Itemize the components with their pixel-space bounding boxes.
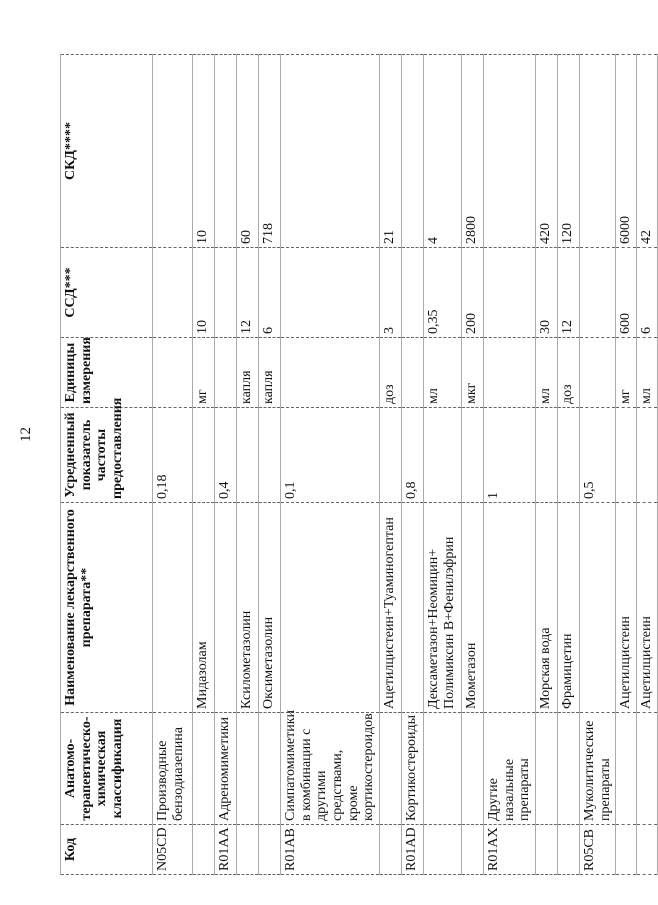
- cell-skd: [215, 55, 237, 248]
- cell-skd: [281, 55, 380, 248]
- cell-unit: доз: [380, 338, 402, 408]
- cell-drug: Ксилометазолин: [237, 503, 259, 713]
- cell-atc: [536, 713, 558, 825]
- header-drug: Наименование лекарственного препарата**: [61, 503, 153, 713]
- cell-atc: Другие назальные препараты: [484, 713, 536, 825]
- header-code: Код: [61, 825, 153, 875]
- cell-ssd: 6: [637, 248, 658, 338]
- table-row: [237, 55, 259, 875]
- header-frequency: Усредненный показатель частоты предоставления: [61, 408, 153, 503]
- cell-frequency: [259, 408, 281, 503]
- cell-ssd: 6: [259, 248, 281, 338]
- cell-code: [536, 825, 558, 875]
- cell-frequency: 0,1: [281, 408, 380, 503]
- cell-code: [380, 825, 402, 875]
- cell-atc: [462, 713, 484, 825]
- cell-skd: 10: [193, 55, 215, 248]
- table-row: [580, 55, 616, 875]
- cell-unit: мг: [616, 338, 637, 408]
- cell-atc: Кортикостероиды: [402, 713, 424, 825]
- cell-unit: мл: [637, 338, 658, 408]
- cell-frequency: 0,5: [580, 408, 616, 503]
- cell-drug: [580, 503, 616, 713]
- cell-frequency: 0,8: [402, 408, 424, 503]
- cell-drug: Ацетилцистеин: [616, 503, 637, 713]
- cell-drug: Оксиметазолин: [259, 503, 281, 713]
- table-body: [153, 55, 658, 875]
- cell-atc: Производные бензодиазепина: [153, 713, 193, 825]
- header-unit: Единицы измерения: [61, 338, 153, 408]
- table-row: [193, 55, 215, 875]
- cell-atc: [424, 713, 462, 825]
- cell-ssd: [484, 248, 536, 338]
- cell-code: R01AX: [484, 825, 536, 875]
- rotated-table-container: [60, 55, 655, 875]
- cell-drug: [215, 503, 237, 713]
- header-row: [61, 55, 153, 875]
- cell-drug: Ацетилцистеин: [637, 503, 658, 713]
- cell-ssd: 0,35: [424, 248, 462, 338]
- cell-unit: мкг: [462, 338, 484, 408]
- cell-code: [637, 825, 658, 875]
- cell-drug: Ацетилцистеин+Туаминогептан: [380, 503, 402, 713]
- cell-unit: мг: [193, 338, 215, 408]
- cell-skd: 60: [237, 55, 259, 248]
- cell-frequency: [462, 408, 484, 503]
- cell-atc: [637, 713, 658, 825]
- cell-skd: 718: [259, 55, 281, 248]
- table-row: [536, 55, 558, 875]
- cell-ssd: [580, 248, 616, 338]
- cell-skd: 4: [424, 55, 462, 248]
- cell-drug: Дексаметазон+Неомицин+ Полимиксин В+Фенилэфрин: [424, 503, 462, 713]
- cell-frequency: 0,4: [215, 408, 237, 503]
- cell-drug: Морская вода: [536, 503, 558, 713]
- cell-frequency: 0,18: [153, 408, 193, 503]
- header-atc: Анатомо-терапевтическо-химическая классификация: [61, 713, 153, 825]
- cell-skd: 21: [380, 55, 402, 248]
- cell-ssd: 3: [380, 248, 402, 338]
- cell-skd: [153, 55, 193, 248]
- cell-atc: [616, 713, 637, 825]
- cell-atc: [193, 713, 215, 825]
- cell-atc: [237, 713, 259, 825]
- cell-drug: [402, 503, 424, 713]
- cell-ssd: 200: [462, 248, 484, 338]
- cell-ssd: 30: [536, 248, 558, 338]
- cell-atc: [259, 713, 281, 825]
- cell-skd: [484, 55, 536, 248]
- table-row: [153, 55, 193, 875]
- table-row: [281, 55, 380, 875]
- table-row: [424, 55, 462, 875]
- cell-code: R01AA: [215, 825, 237, 875]
- cell-unit: [402, 338, 424, 408]
- cell-frequency: [237, 408, 259, 503]
- cell-unit: доз: [558, 338, 580, 408]
- cell-code: [616, 825, 637, 875]
- cell-ssd: [281, 248, 380, 338]
- cell-frequency: [536, 408, 558, 503]
- cell-code: N05CD: [153, 825, 193, 875]
- cell-unit: мл: [536, 338, 558, 408]
- cell-ssd: 600: [616, 248, 637, 338]
- cell-code: [424, 825, 462, 875]
- cell-ssd: [215, 248, 237, 338]
- cell-code: [558, 825, 580, 875]
- cell-frequency: [424, 408, 462, 503]
- table-row: [215, 55, 237, 875]
- cell-drug: Мидазолам: [193, 503, 215, 713]
- page-number: 12: [18, 427, 34, 442]
- table-row: [380, 55, 402, 875]
- cell-drug: Фрамицетин: [558, 503, 580, 713]
- cell-unit: [281, 338, 380, 408]
- cell-skd: 2800: [462, 55, 484, 248]
- table-row: [637, 55, 658, 875]
- cell-drug: [153, 503, 193, 713]
- cell-skd: 420: [536, 55, 558, 248]
- cell-unit: [215, 338, 237, 408]
- table-row: [402, 55, 424, 875]
- cell-frequency: [380, 408, 402, 503]
- header-skd: СКД****: [61, 55, 153, 248]
- cell-skd: 6000: [616, 55, 637, 248]
- header-ssd: ССД***: [61, 248, 153, 338]
- cell-unit: [153, 338, 193, 408]
- cell-unit: капля: [237, 338, 259, 408]
- cell-atc: Симпатомиметики в комбинации с другими средствами, кроме кортикостероидов: [281, 713, 380, 825]
- cell-code: R01AD: [402, 825, 424, 875]
- cell-code: [193, 825, 215, 875]
- cell-ssd: 10: [193, 248, 215, 338]
- cell-code: R05CB: [580, 825, 616, 875]
- cell-code: R01AB: [281, 825, 380, 875]
- cell-ssd: 12: [558, 248, 580, 338]
- cell-frequency: 1: [484, 408, 536, 503]
- cell-frequency: [193, 408, 215, 503]
- cell-unit: [580, 338, 616, 408]
- cell-skd: [402, 55, 424, 248]
- cell-ssd: [402, 248, 424, 338]
- table-row: [462, 55, 484, 875]
- cell-drug: [484, 503, 536, 713]
- cell-skd: 42: [637, 55, 658, 248]
- cell-drug: Мометазон: [462, 503, 484, 713]
- cell-unit: мл: [424, 338, 462, 408]
- cell-frequency: [616, 408, 637, 503]
- cell-skd: [580, 55, 616, 248]
- cell-atc: Адреномиметики: [215, 713, 237, 825]
- cell-ssd: 12: [237, 248, 259, 338]
- cell-code: [259, 825, 281, 875]
- cell-unit: капля: [259, 338, 281, 408]
- table-row: [558, 55, 580, 875]
- cell-code: [237, 825, 259, 875]
- cell-skd: 120: [558, 55, 580, 248]
- cell-drug: [281, 503, 380, 713]
- cell-ssd: [153, 248, 193, 338]
- drug-table: [60, 54, 658, 875]
- cell-atc: [558, 713, 580, 825]
- cell-code: [462, 825, 484, 875]
- table-row: [484, 55, 536, 875]
- cell-frequency: [637, 408, 658, 503]
- table-row: [259, 55, 281, 875]
- cell-atc: Муколитические препараты: [580, 713, 616, 825]
- table-row: [616, 55, 637, 875]
- cell-atc: [380, 713, 402, 825]
- cell-unit: [484, 338, 536, 408]
- cell-frequency: [558, 408, 580, 503]
